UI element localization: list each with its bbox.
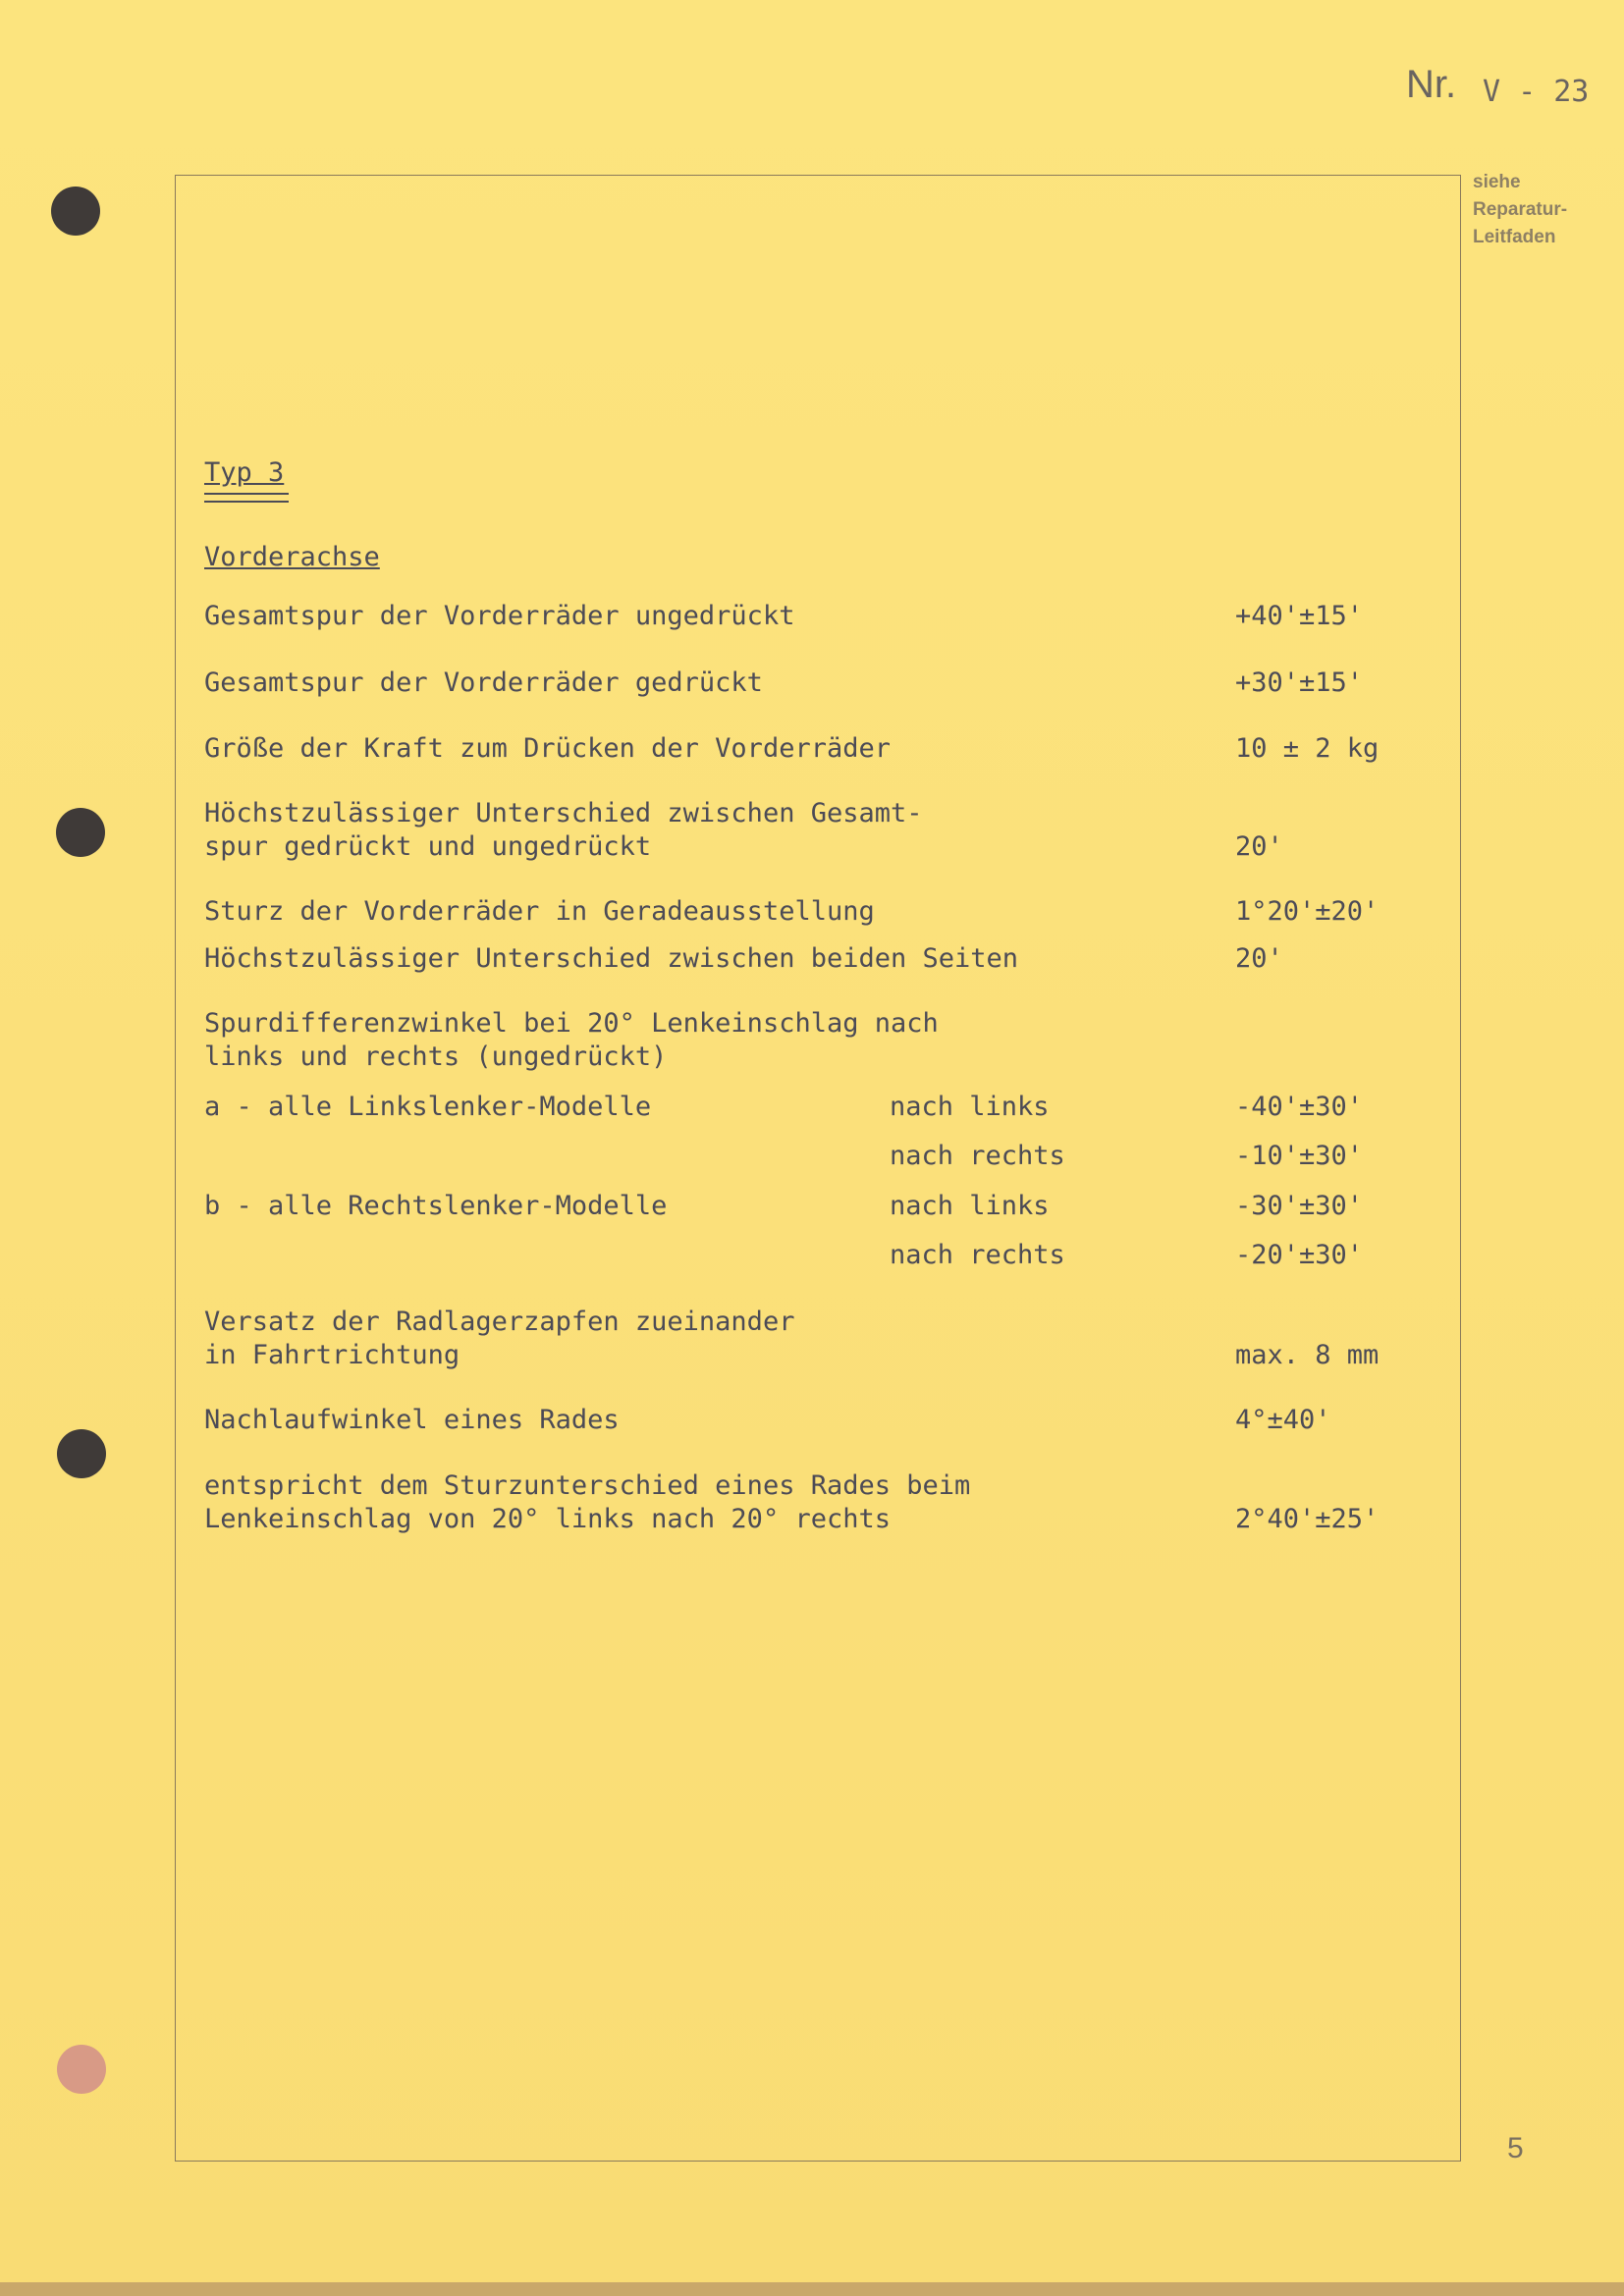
spec-label: links und rechts (ungedrückt) — [204, 1041, 668, 1072]
page-number: 5 — [1507, 2132, 1524, 2164]
spec-value: 2°40'±25' — [1235, 1504, 1380, 1534]
spec-label: a - alle Linkslenker-Modelle — [204, 1092, 652, 1122]
spec-label: Größe der Kraft zum Drücken der Vorderräder — [204, 733, 891, 764]
spec-value: 20' — [1235, 831, 1283, 862]
spec-value: +40'±15' — [1235, 601, 1364, 631]
nr-label: Nr. — [1406, 63, 1457, 106]
spec-value: -10'±30' — [1235, 1141, 1364, 1171]
spec-direction: nach rechts — [890, 1141, 1065, 1171]
spec-value: -20'±30' — [1235, 1240, 1364, 1270]
spec-label: Höchstzulässiger Unterschied zwischen Gesamt- — [204, 798, 923, 828]
punch-hole — [57, 1429, 106, 1478]
spec-direction: nach rechts — [890, 1240, 1065, 1270]
side-reference-line: siehe — [1473, 172, 1521, 192]
spec-value: 1°20'±20' — [1235, 896, 1380, 927]
side-reference-line: Reparatur- — [1473, 199, 1568, 220]
spec-label: Gesamtspur der Vorderräder gedrückt — [204, 667, 763, 698]
spec-label: Spurdifferenzwinkel bei 20° Lenkeinschlag nach — [204, 1008, 939, 1039]
spec-value: -30'±30' — [1235, 1191, 1364, 1221]
spec-value: +30'±15' — [1235, 667, 1364, 698]
spec-label: entspricht dem Sturzunterschied eines Rades beim — [204, 1470, 971, 1501]
spec-value: 4°±40' — [1235, 1405, 1331, 1435]
side-reference — [1473, 169, 1567, 251]
document-number: V - 23 — [1483, 75, 1590, 109]
page-bottom-edge — [0, 2282, 1624, 2296]
spec-value: max. 8 mm — [1235, 1340, 1380, 1370]
spec-value: 10 ± 2 kg — [1235, 733, 1380, 764]
spec-direction: nach links — [890, 1092, 1050, 1122]
page-title: Typ 3 — [204, 457, 285, 488]
spec-value: 20' — [1235, 943, 1283, 974]
spec-value: -40'±30' — [1235, 1092, 1364, 1122]
spec-direction: nach links — [890, 1191, 1050, 1221]
spec-label: b - alle Rechtslenker-Modelle — [204, 1191, 668, 1221]
spec-label: Lenkeinschlag von 20° links nach 20° rechts — [204, 1504, 891, 1534]
punch-hole — [56, 808, 105, 857]
punch-hole — [51, 187, 100, 236]
spec-label: Versatz der Radlagerzapfen zueinander — [204, 1307, 795, 1337]
spec-label: Höchstzulässiger Unterschied zwischen beiden Seiten — [204, 943, 1019, 974]
section-heading: Vorderachse — [204, 542, 380, 572]
punch-hole — [57, 2045, 106, 2094]
spec-label: in Fahrtrichtung — [204, 1340, 460, 1370]
spec-label: Sturz der Vorderräder in Geradeausstellung — [204, 896, 875, 927]
side-reference-line: Leitfaden — [1473, 227, 1556, 247]
spec-label: spur gedrückt und ungedrückt — [204, 831, 652, 862]
spec-label: Nachlaufwinkel eines Rades — [204, 1405, 620, 1435]
title-double-underline — [204, 493, 289, 503]
spec-label: Gesamtspur der Vorderräder ungedrückt — [204, 601, 795, 631]
